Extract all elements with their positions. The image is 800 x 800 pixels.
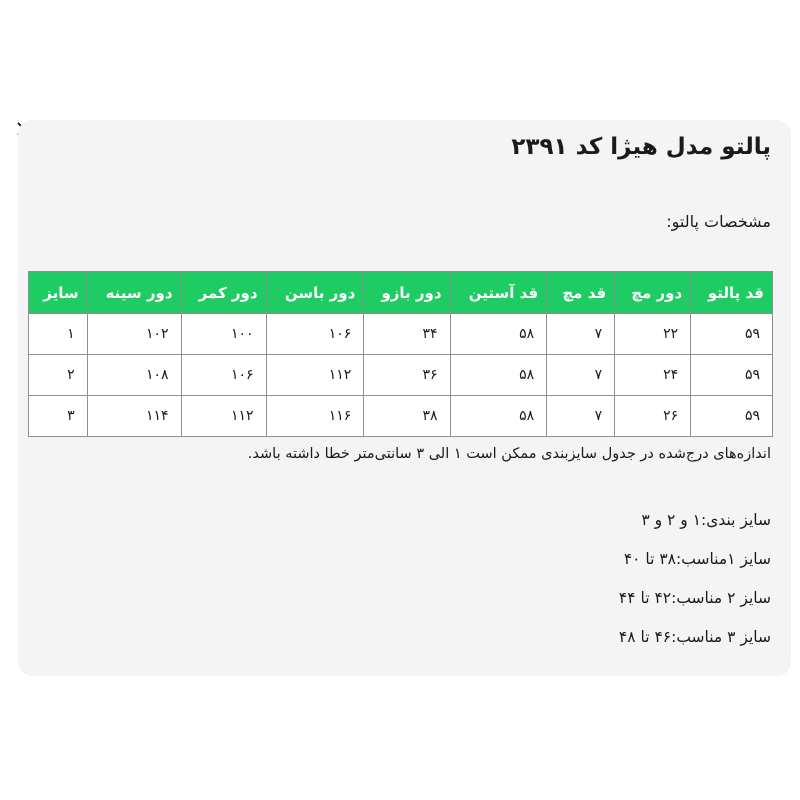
- table-cell: ۷: [547, 314, 615, 355]
- header-size: سایز: [29, 272, 88, 314]
- header-coat-length: قد پالتو: [691, 272, 773, 314]
- measurement-note: اندازه‌های درج‌شده در جدول سایزبندی ممکن است ۱ الی ۳ سانتی‌متر خطا داشته باشد.: [247, 446, 771, 462]
- header-wrist-length: قد مچ: [547, 272, 615, 314]
- table-cell: ۱۰۶: [181, 355, 266, 396]
- table-cell: ۳۴: [364, 314, 450, 355]
- table-cell: ۲۴: [615, 355, 691, 396]
- table-cell: ۲۲: [615, 314, 691, 355]
- table-cell: ۱۰۸: [87, 355, 181, 396]
- size-2-range: سایز ۲ مناسب:۴۲ تا ۴۴: [618, 589, 771, 607]
- size-table: [28, 271, 773, 437]
- sizing-line: سایز بندی:۱ و ۲ و ۳: [641, 511, 771, 529]
- table-cell: ۵۹: [691, 396, 773, 437]
- table-cell: ۲: [29, 355, 88, 396]
- header-arm-circumference: دور بازو: [364, 272, 450, 314]
- table-cell: ۱۰۲: [87, 314, 181, 355]
- table-cell: ۵۹: [691, 355, 773, 396]
- table-cell: ۱۱۲: [266, 355, 364, 396]
- specs-heading: مشخصات پالتو:: [666, 212, 771, 231]
- table-cell: ۱۱۶: [266, 396, 364, 437]
- table-row: [29, 314, 773, 355]
- header-wrist-circumference: دور مچ: [615, 272, 691, 314]
- table-row: [29, 355, 773, 396]
- header-sleeve-length: قد آستین: [450, 272, 547, 314]
- table-cell: ۷: [547, 355, 615, 396]
- product-title: پالتو مدل هیژا کد ۲۳۹۱: [511, 134, 771, 160]
- table-cell: ۱۱۲: [181, 396, 266, 437]
- table-cell: ۲۶: [615, 396, 691, 437]
- table-cell: ۷: [547, 396, 615, 437]
- header-chest-circumference: دور سینه: [87, 272, 181, 314]
- header-hip-circumference: دور باسن: [266, 272, 364, 314]
- table-cell: ۱۰۶: [266, 314, 364, 355]
- table-cell: ۳۸: [364, 396, 450, 437]
- table-cell: ۱۱۴: [87, 396, 181, 437]
- table-header-row: [29, 272, 773, 314]
- table-cell: ۱۰۰: [181, 314, 266, 355]
- table-cell: ۵۸: [450, 355, 547, 396]
- table-cell: ۵۸: [450, 396, 547, 437]
- size-3-range: سایز ۳ مناسب:۴۶ تا ۴۸: [618, 628, 771, 646]
- table-cell: ۳۶: [364, 355, 450, 396]
- table-cell: ۵۸: [450, 314, 547, 355]
- table-row: [29, 396, 773, 437]
- table-cell: ۵۹: [691, 314, 773, 355]
- header-waist-circumference: دور کمر: [181, 272, 266, 314]
- size-1-range: سایز ۱مناسب:۳۸ تا ۴۰: [623, 550, 771, 568]
- table-cell: ۳: [29, 396, 88, 437]
- product-size-modal: [18, 120, 791, 676]
- table-cell: ۱: [29, 314, 88, 355]
